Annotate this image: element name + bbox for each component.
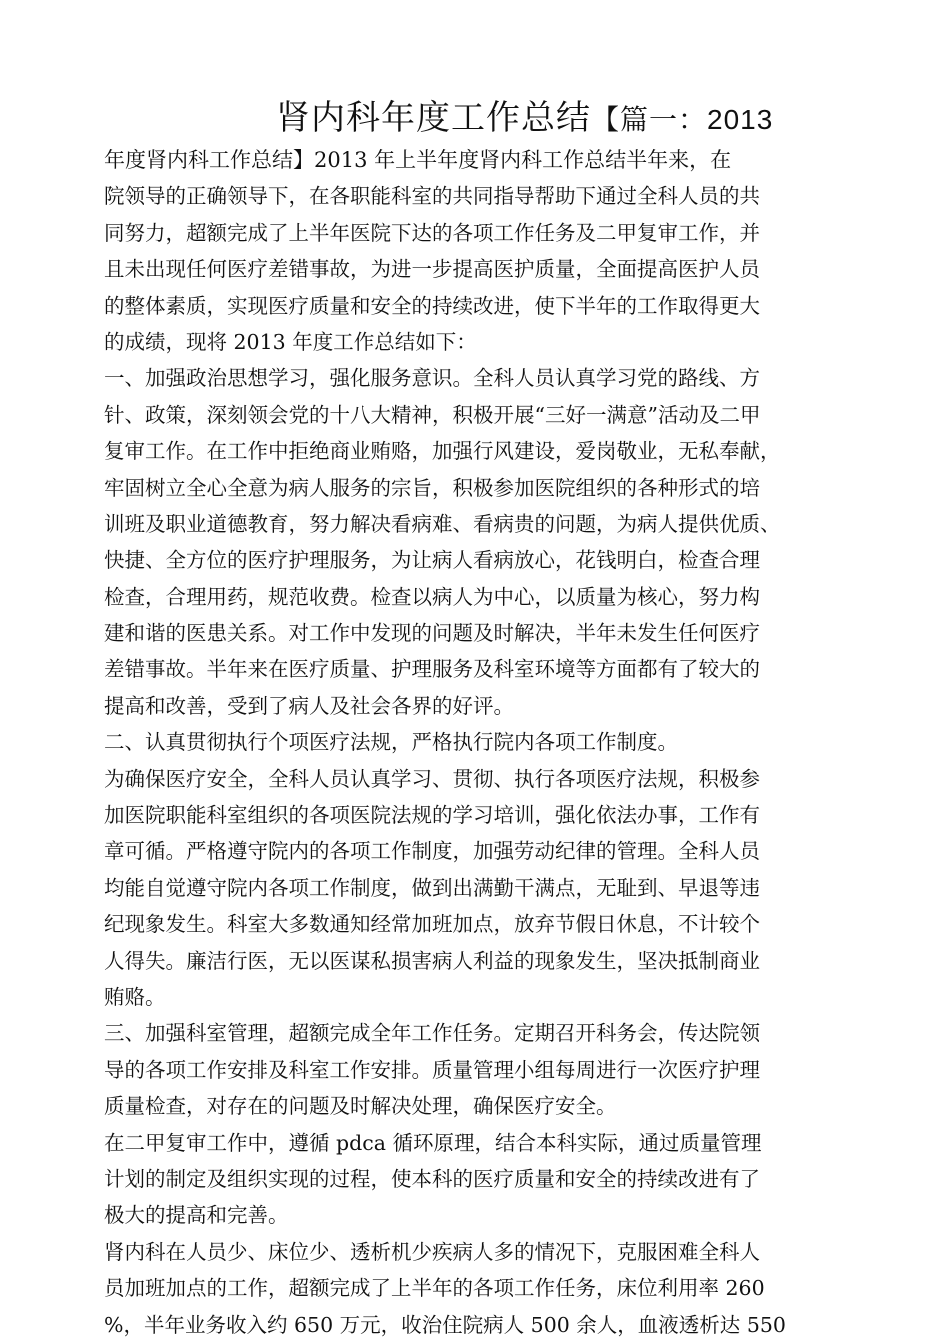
body-line: 且未出现任何医疗差错事故，为进一步提高医护质量，全面提高医护人员 bbox=[104, 257, 760, 282]
body-line: 同努力，超额完成了上半年医院下达的各项工作任务及二甲复审工作，并 bbox=[104, 220, 760, 245]
body-line: 复审工作。在工作中拒绝商业贿赂，加强行风建设，爱岗敬业，无私奉献， bbox=[104, 439, 781, 464]
body-line: 导的各项工作安排及科室工作安排。质量管理小组每周进行一次医疗护理 bbox=[104, 1057, 760, 1082]
body-line: 极大的提高和完善。 bbox=[104, 1203, 289, 1228]
body-line: 快捷、全方位的医疗护理服务，为让病人看病放心，花钱明白，检查合理 bbox=[104, 548, 760, 573]
body-line: 计划的制定及组织实现的过程，使本科的医疗质量和安全的持续改进有了 bbox=[104, 1166, 760, 1191]
body-line: 训班及职业道德教育，努力解决看病难、看病贵的问题，为病人提供优质、 bbox=[104, 511, 781, 536]
body-line: 为确保医疗安全，全科人员认真学习、贯彻、执行各项医疗法规，积极参 bbox=[104, 766, 760, 791]
document-body bbox=[104, 142, 864, 1343]
body-line: 的成绩，现将 2013 年度工作总结如下： bbox=[104, 329, 477, 354]
body-line: 院领导的正确领导下，在各职能科室的共同指导帮助下通过全科人员的共 bbox=[104, 184, 760, 209]
body-line: 一、加强政治思想学习，强化服务意识。全科人员认真学习党的路线、方 bbox=[104, 366, 760, 391]
document-title-tail: 【篇一：2013 bbox=[591, 104, 774, 135]
body-line: 肾内科在人员少、床位少、透析机少疾病人多的情况下，克服困难全科人 bbox=[104, 1239, 760, 1264]
body-line: 章可循。严格遵守院内的各项工作制度，加强劳动纪律的管理。全科人员 bbox=[104, 839, 760, 864]
body-line: 贿赂。 bbox=[104, 984, 166, 1009]
body-line: %，半年业务收入约 650 万元，收治住院病人 500 余人，血液透析达 550 bbox=[104, 1312, 786, 1337]
document-title bbox=[276, 96, 856, 142]
document-title-main: 肾内科年度工作总结 bbox=[276, 98, 591, 138]
body-line: 在二甲复审工作中，遵循 pdca 循环原理，结合本科实际，通过质量管理 bbox=[104, 1130, 762, 1155]
body-line: 人得失。廉洁行医，无以医谋私损害病人利益的现象发生，坚决抵制商业 bbox=[104, 948, 760, 973]
body-line: 员加班加点的工作，超额完成了上半年的各项工作任务，床位利用率 260 bbox=[104, 1276, 765, 1301]
body-line: 二、认真贯彻执行个项医疗法规，严格执行院内各项工作制度。 bbox=[104, 730, 678, 755]
body-line: 纪现象发生。科室大多数通知经常加班加点，放弃节假日休息，不计较个 bbox=[104, 912, 760, 937]
body-line: 年度肾内科工作总结】2013 年上半年度肾内科工作总结半年来，在 bbox=[104, 148, 732, 172]
body-line: 差错事故。半年来在医疗质量、护理服务及科室环境等方面都有了较大的 bbox=[104, 657, 760, 682]
body-line: 针、政策，深刻领会党的十八大精神，积极开展“三好一满意”活动及二甲 bbox=[104, 402, 761, 427]
body-line: 均能自觉遵守院内各项工作制度，做到出满勤干满点，无耻到、早退等违 bbox=[104, 875, 760, 900]
body-line: 质量检查，对存在的问题及时解决处理，确保医疗安全。 bbox=[104, 1094, 617, 1119]
body-line: 提高和改善，受到了病人及社会各界的好评。 bbox=[104, 693, 514, 718]
body-line: 的整体素质，实现医疗质量和安全的持续改进，使下半年的工作取得更大 bbox=[104, 293, 760, 318]
body-line: 牢固树立全心全意为病人服务的宗旨，积极参加医院组织的各种形式的培 bbox=[104, 475, 760, 500]
body-line: 三、加强科室管理，超额完成全年工作任务。定期召开科务会，传达院领 bbox=[104, 1021, 760, 1046]
body-line: 建和谐的医患关系。对工作中发现的问题及时解决，半年未发生任何医疗 bbox=[104, 621, 760, 646]
body-line: 检查，合理用药，规范收费。检查以病人为中心，以质量为核心，努力构 bbox=[104, 584, 760, 609]
body-line: 加医院职能科室组织的各项医院法规的学习培训，强化依法办事，工作有 bbox=[104, 803, 760, 828]
